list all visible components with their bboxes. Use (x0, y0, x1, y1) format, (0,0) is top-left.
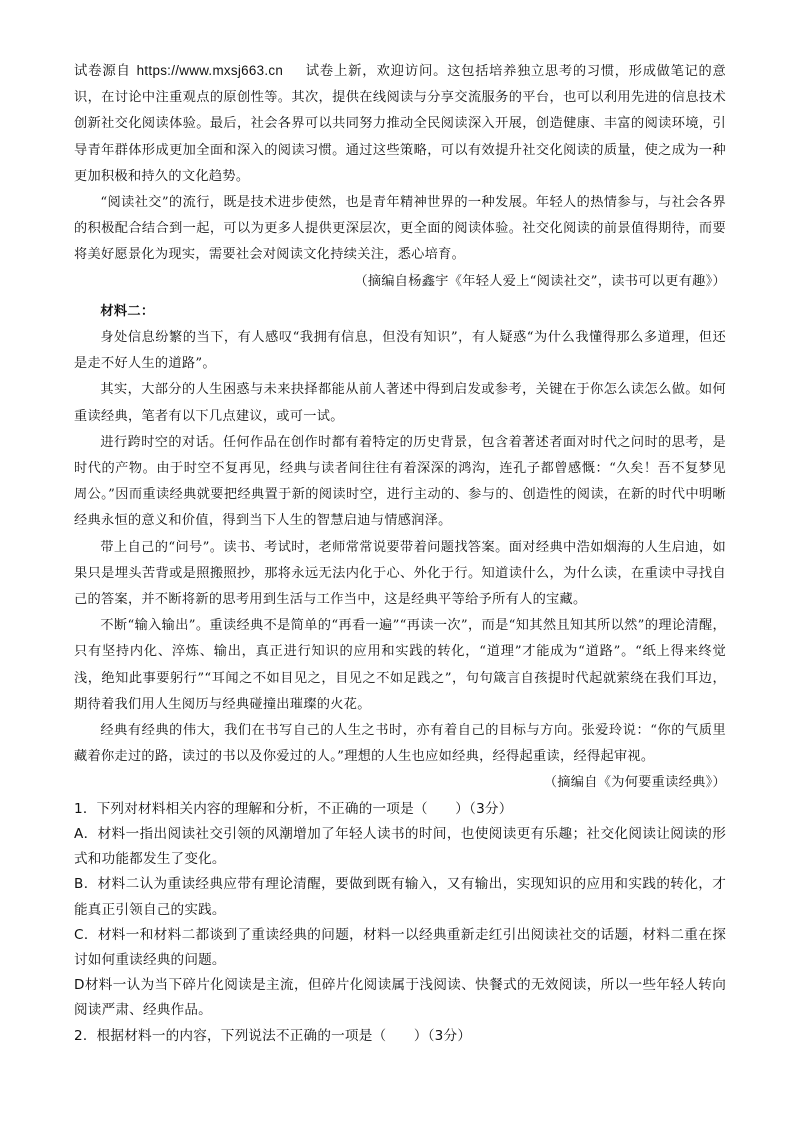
question-option-c: C．材料一和材料二都谈到了重读经典的问题，材料一以经典重新走红引出阅读社交的话题，材料二重在探讨如何重读经典的问题。 (74, 926, 726, 968)
material-one-continued-paragraph (74, 58, 726, 190)
site-notice: 试卷上新，欢迎访问。 (305, 63, 448, 78)
material-two-paragraph: 其实，大部分的人生困惑与未来抉择都能从前人著述中得到启发或参考，关键在于你怎么读怎么做。如何重读经典，笔者有以下几点建议，或可一试。 (74, 382, 726, 424)
source-url-link[interactable]: https://www.mxsj663.cn (136, 63, 284, 78)
material-one-source: （摘编自杨鑫宇《年轻人爱上“阅读社交”，读书可以更有趣》） (354, 273, 726, 289)
exam-page (74, 58, 726, 1049)
material-one-paragraph: “阅读社交”的流行，既是技术进步使然，也是青年精神世界的一种发展。年轻人的热情参与，与社会各界的积极配合结合到一起，可以为更多人提供更深层次，更全面的阅读体验。社交化阅读的前景值得期待，而要将美好愿景化为现实，需要社会对阅读文化持续关注，悉心培育。 (74, 195, 726, 263)
material-two-source: （摘编自《为何要重读经典》） (543, 775, 726, 791)
material-two-paragraph: 身处信息纷繁的当下，有人感叹“我拥有信息，但没有知识”，有人疑惑“为什么我懂得那么多道理，但还是走不好人生的道路”。 (74, 330, 726, 372)
questions-section (74, 797, 726, 1049)
question-stem: 1．下列对材料相关内容的理解和分析，不正确的一项是（ ）（3分） (74, 800, 513, 817)
question-option-a: A．材料一指出阅读社交引领的风潮增加了年轻人读书的时间，也使阅读更有乐趣；社交化阅读让阅读的形式和功能都发生了变化。 (74, 825, 726, 868)
source-site-label: 试卷源自 (74, 63, 131, 78)
material-two-paragraph: 经典有经典的伟大，我们在书写自己的人生之书时，亦有着自己的目标与方向。张爱玲说：“你的气质里藏着你走过的路，读过的书以及你爱过的人。”理想的人生也应如经典，经得起重读，经得起审视。 (74, 723, 726, 765)
question-option-d: D材料一认为当下碎片化阅读是主流，但碎片化阅读属于浅阅读、快餐式的无效阅读，所以一些年轻人转向阅读严肃、经典作品。 (74, 977, 726, 1019)
material-two (74, 299, 726, 797)
material-two-paragraph: 带上自己的“问号”。读书、考试时，老师常常说要带着问题找答案。面对经典中浩如烟海的人生启迪，如果只是埋头苦背或是照搬照抄，那将永远无法内化于心、外化于行。知道读什么，为什么读，在重读中寻找自己的答案，并不断将新的思考用到生活与工作当中，这是经典平等给予所有人的宝藏。 (74, 539, 726, 608)
material-two-heading: 材料二： (100, 303, 155, 319)
question-stem: 2．根据材料一的内容，下列说法不正确的一项是（ ）（3分） (74, 1027, 472, 1044)
material-one (74, 58, 726, 295)
material-two-paragraph: 进行跨时空的对话。任何作品在创作时都有着特定的历史背景，包含着著述者面对时代之问时的思考，是时代的产物。由于时空不复再见，经典与读者间往往有着深深的鸿沟，连孔子都曾感慨：“久矣！吾不复梦见周公。”因而重读经典就要把经典置于新的阅读时空，进行主动的、参与的、创造性的阅读，在新的时代中明晰经典永恒的意义和价值，得到当下人生的智慧启迪与情感润泽。 (74, 434, 726, 529)
material-two-paragraph: 不断“输入输出”。重读经典不是简单的“再看一遍”“再读一次”，而是“知其然且知其所以然”的理论清醒，只有坚持内化、淬炼、输出，真正进行知识的应用和实践的转化，“道理”才能成为“道路”。“纸上得来终觉浅，绝知此事要躬行”“耳闻之不如目见之，目见之不如足践之”，句句箴言自孩提时代起就萦绕在我们耳边，期待着我们用人生阅历与经典碰撞出璀璨的火花。 (74, 618, 726, 712)
paragraph-text: 这包括培养独立思考的习惯，形成做笔记的意识，在讨论中注重观点的原创性等。其次，提供在线阅读与分享交流服务的平台，也可以利用先进的信息技术创新社交化阅读体验。最后，社会各界可以共同努力推动全民阅读深入开展，创造健康、丰富的阅读环境，引导青年群体形成更加全面和深入的阅读习惯。通过这些策略，可以有效提升社交化阅读的质量，使之成为一种更加积极和持久的文化趋势。 (74, 64, 727, 184)
question-option-b: B．材料二认为重读经典应带有理论清醒，要做到既有输入，又有输出，实现知识的应用和实践的转化，才能真正引领自己的实践。 (74, 876, 726, 918)
